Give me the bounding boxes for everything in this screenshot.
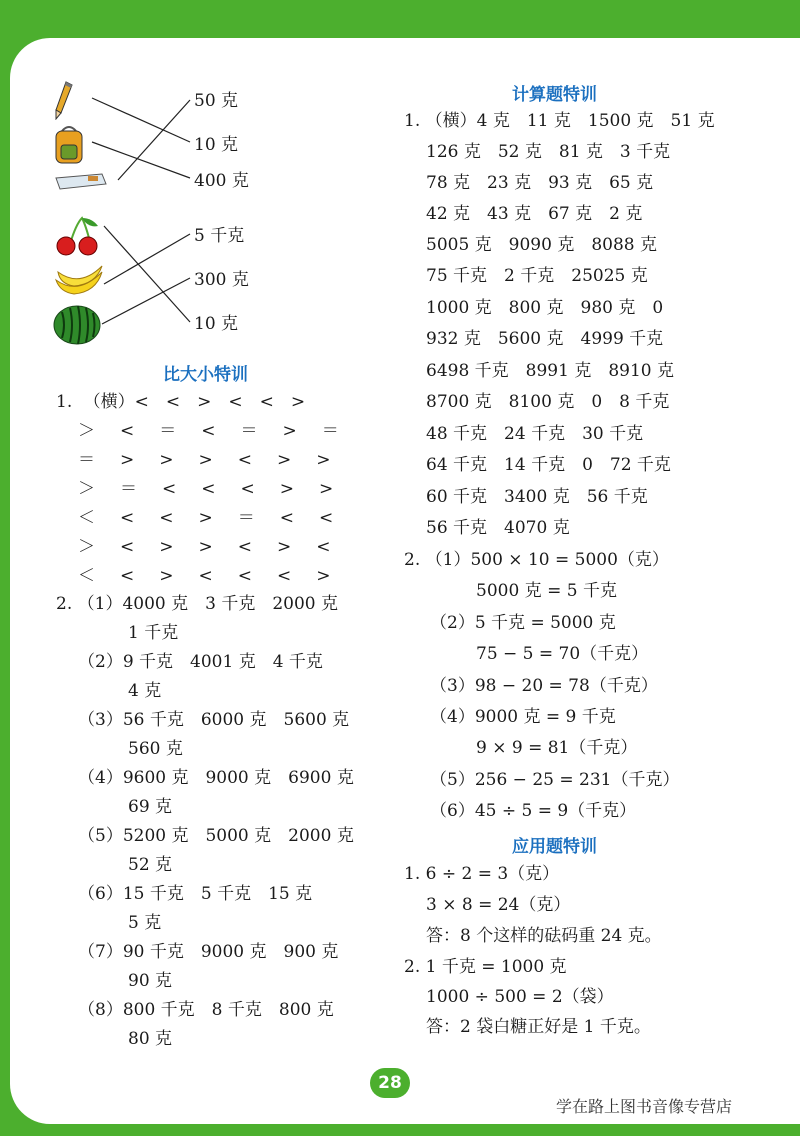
compare-q1-row: 1. （横）< < > < < >	[56, 392, 306, 412]
calc-q1-row: 64 千克 14 千克 0 72 千克	[426, 455, 671, 475]
calc-q2-row: （5）256 − 25 = 231（千克）	[430, 770, 680, 790]
compare-q1-row: ＜ < < > ＝ < <	[78, 508, 338, 528]
compare-q1-row: ＞ ＝ < < < > >	[78, 479, 338, 499]
compare-q1-row: ＜ < > < < < >	[78, 566, 335, 586]
compare-q2-row: （7）90 千克 9000 克 900 克	[78, 942, 339, 962]
calc-q2-row: （6）45 ÷ 5 = 9（千克）	[430, 801, 637, 821]
calc-q1-row: 126 克 52 克 81 克 3 千克	[426, 142, 671, 162]
match2-item-2: 300 克	[194, 270, 249, 290]
calc-q1-row: 6498 千克 8991 克 8910 克	[426, 361, 675, 381]
compare-q2-row: 69 克	[128, 797, 173, 817]
calc-q1-row: 60 千克 3400 克 56 千克	[426, 487, 648, 507]
calc-q1-row: 56 千克 4070 克	[426, 518, 570, 538]
app-row: 3 × 8 = 24（克）	[426, 895, 571, 915]
calc-q1-row: 8700 克 8100 克 0 8 千克	[426, 392, 670, 412]
calc-q1-row: 1000 克 800 克 980 克 0	[426, 298, 664, 318]
calc-q2-row: 75 − 5 = 70（千克）	[476, 644, 649, 664]
compare-q2-row: 560 克	[128, 739, 183, 759]
compare-q2-row: （8）800 千克 8 千克 800 克	[78, 1000, 334, 1020]
app-section-title: 应用题特训	[512, 837, 597, 857]
app-row: 2. 1 千克 = 1000 克	[404, 957, 567, 977]
calc-q2-row: （4）9000 克 = 9 千克	[430, 707, 616, 727]
calc-section-title: 计算题特训	[512, 85, 597, 105]
compare-q2-row: （2）9 千克 4001 克 4 千克	[78, 652, 323, 672]
app-row: 1. 6 ÷ 2 = 3（克）	[404, 864, 560, 884]
calc-q1-row: 1. （横）4 克 11 克 1500 克 51 克	[404, 111, 715, 131]
calc-q2-row: 9 × 9 = 81（千克）	[476, 738, 638, 758]
match1-item-3: 400 克	[194, 171, 249, 191]
compare-q2-row: 1 千克	[128, 623, 179, 643]
match2-item-3: 10 克	[194, 314, 239, 334]
calc-q1-row: 75 千克 2 千克 25025 克	[426, 266, 648, 286]
compare-q2-row: 90 克	[128, 971, 173, 991]
compare-q2-row: 80 克	[128, 1029, 173, 1049]
calc-q1-row: 78 克 23 克 93 克 65 克	[426, 173, 654, 193]
compare-q1-row: ＞ < > > < > <	[78, 537, 335, 557]
match1-item-2: 10 克	[194, 135, 239, 155]
app-row: 1000 ÷ 500 = 2（袋）	[426, 987, 614, 1007]
compare-q2-row: 5 克	[128, 913, 162, 933]
compare-q2-row: 52 克	[128, 855, 173, 875]
calc-q2-row: 2. （1）500 × 10 = 5000（克）	[404, 550, 669, 570]
calc-q1-row: 42 克 43 克 67 克 2 克	[426, 204, 643, 224]
calc-q2-row: （3）98 − 20 = 78（千克）	[430, 676, 658, 696]
compare-q2-row: 2. （1）4000 克 3 千克 2000 克	[56, 594, 338, 614]
match1-item-1: 50 克	[194, 91, 239, 111]
compare-q2-row: （4）9600 克 9000 克 6900 克	[78, 768, 354, 788]
compare-q2-row: 4 克	[128, 681, 162, 701]
calc-q2-row: （2）5 千克 = 5000 克	[430, 613, 616, 633]
calc-q1-row: 48 千克 24 千克 30 千克	[426, 424, 644, 444]
compare-q1-row: ＝ > > > < > >	[78, 450, 335, 470]
compare-q2-row: （6）15 千克 5 千克 15 克	[78, 884, 313, 904]
compare-q2-row: （3）56 千克 6000 克 5600 克	[78, 710, 350, 730]
compare-q1-row: ＞ < ＝ < ＝ > ＝	[78, 421, 343, 441]
calc-q1-row: 932 克 5600 克 4999 千克	[426, 329, 664, 349]
page-number: 28	[370, 1068, 410, 1098]
app-row: 答：8 个这样的砝码重 24 克。	[426, 926, 662, 946]
calc-q2-row: 5000 克 = 5 千克	[476, 581, 617, 601]
shop-watermark: 学在路上图书音像专营店	[556, 1097, 733, 1116]
match2-item-1: 5 千克	[194, 226, 245, 246]
calc-q1-row: 5005 克 9090 克 8088 克	[426, 235, 658, 255]
app-row: 答：2 袋白糖正好是 1 千克。	[426, 1017, 651, 1037]
matching-lines	[0, 0, 800, 400]
compare-q2-row: （5）5200 克 5000 克 2000 克	[78, 826, 354, 846]
compare-section-title: 比大小特训	[163, 365, 248, 385]
